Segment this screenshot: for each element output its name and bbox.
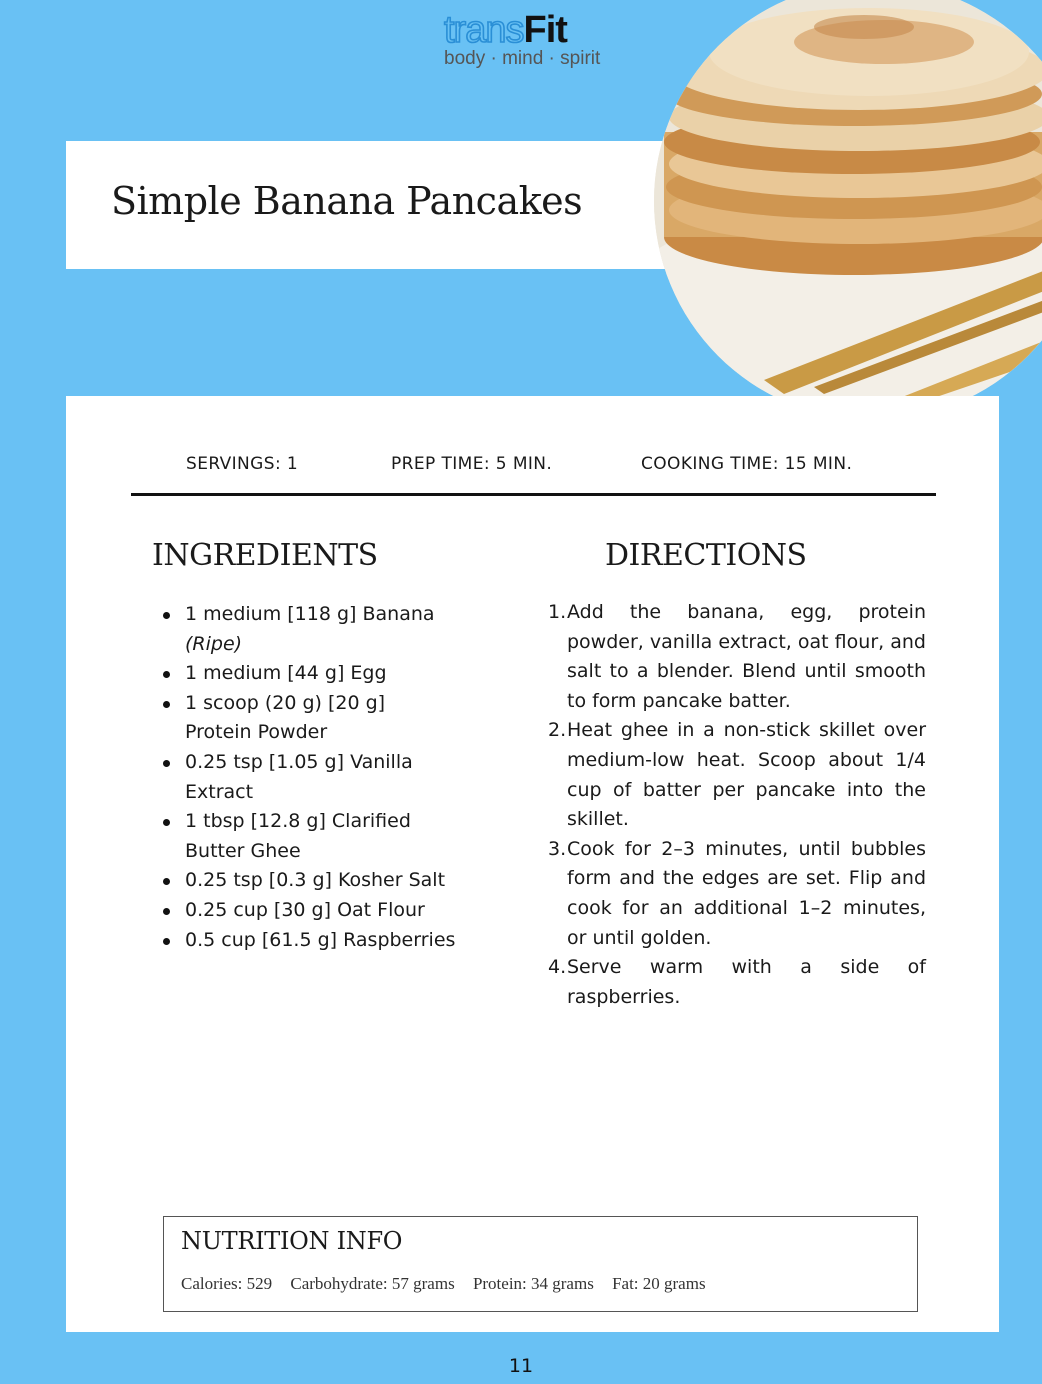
bullet-icon: [163, 760, 170, 767]
nutrition-fat: Fat: 20 grams: [612, 1274, 706, 1293]
ingredient-text: 0.25 tsp [0.3 g] Kosher Salt: [185, 869, 446, 892]
ingredient-text: 1 medium [44 g] Egg: [185, 662, 387, 685]
pancake-illustration: [654, 0, 1042, 420]
step-number: 2.: [548, 719, 567, 742]
prep-time: PREP TIME: 5 MIN.: [391, 454, 553, 474]
cooking-time: COOKING TIME: 15 MIN.: [641, 454, 853, 474]
servings: SERVINGS: 1: [186, 454, 299, 474]
bullet-icon: [163, 701, 170, 708]
logo-wordmark: transFit: [444, 9, 567, 51]
ingredient-item: [156, 926, 456, 956]
ingredient-text: 0.25 tsp [1.05 g] Vanilla Extract: [185, 750, 413, 803]
nutrition-box: [163, 1216, 918, 1312]
nutrition-heading: NUTRITION INFO: [181, 1227, 403, 1255]
step-text: Cook for 2–3 minutes, until bubbles form and the edges are set. Flip and cook for an additional 1–2 minutes, or until golden.: [567, 837, 926, 949]
page-number: 11: [508, 1355, 534, 1377]
step-text: Serve warm with a side of raspberries.: [567, 956, 926, 1008]
brand-logo: [444, 10, 624, 70]
direction-step: [546, 835, 926, 953]
ingredient-text: 0.5 cup [61.5 g] Raspberries: [185, 928, 456, 951]
nutrition-values: [181, 1274, 720, 1294]
bullet-icon: [163, 878, 170, 885]
direction-step: [546, 716, 926, 834]
ingredient-item: [156, 659, 456, 689]
ingredients-list: [156, 600, 456, 955]
ingredients-heading: INGREDIENTS: [152, 538, 378, 573]
ingredient-item: [156, 807, 456, 866]
ingredient-item: [156, 689, 456, 748]
nutrition-protein: Protein: 34 grams: [472, 1274, 594, 1293]
ingredient-item: [156, 600, 456, 659]
ingredient-item: [156, 748, 456, 807]
step-number: 4.: [548, 956, 567, 979]
bullet-icon: [163, 671, 170, 678]
nutrition-calories: Calories: 529: [181, 1274, 273, 1293]
ingredient-text: 1 medium [118 g] Banana: [185, 603, 435, 625]
ingredient-text: 1 scoop (20 g) [20 g] Protein Powder: [185, 691, 386, 744]
bullet-icon: [163, 612, 170, 619]
bullet-icon: [163, 908, 170, 915]
recipe-title: Simple Banana Pancakes: [111, 179, 583, 223]
directions-list: [546, 598, 926, 1012]
recipe-card: [66, 396, 999, 1332]
ingredient-note: (Ripe): [185, 632, 243, 655]
step-text: Heat ghee in a non-stick skillet over medium-low heat. Scoop about 1/4 cup of batter per pancake into the skillet.: [567, 719, 926, 831]
title-panel: [66, 141, 706, 269]
step-number: 1.: [548, 601, 567, 623]
pancake-photo: [654, 0, 1042, 420]
ingredient-text: 1 tbsp [12.8 g] Clarified Butter Ghee: [185, 810, 411, 862]
logo-tagline: body · mind · spirit: [444, 48, 601, 69]
ingredient-item: [156, 866, 456, 896]
directions-heading: DIRECTIONS: [605, 538, 807, 573]
bullet-icon: [163, 819, 170, 826]
ingredient-text: 0.25 cup [30 g] Oat Flour: [185, 898, 425, 921]
nutrition-carbohydrate: Carbohydrate: 57 grams: [290, 1274, 455, 1293]
direction-step: [546, 598, 926, 716]
direction-step: [546, 953, 926, 1012]
bullet-icon: [163, 938, 170, 945]
step-number: 3.: [548, 837, 567, 860]
divider: [131, 493, 936, 496]
ingredient-item: [156, 896, 456, 926]
step-text: Add the banana, egg, protein powder, vanilla extract, oat flour, and salt to a blender. Blend until smooth to form pancake batter.: [567, 601, 926, 712]
